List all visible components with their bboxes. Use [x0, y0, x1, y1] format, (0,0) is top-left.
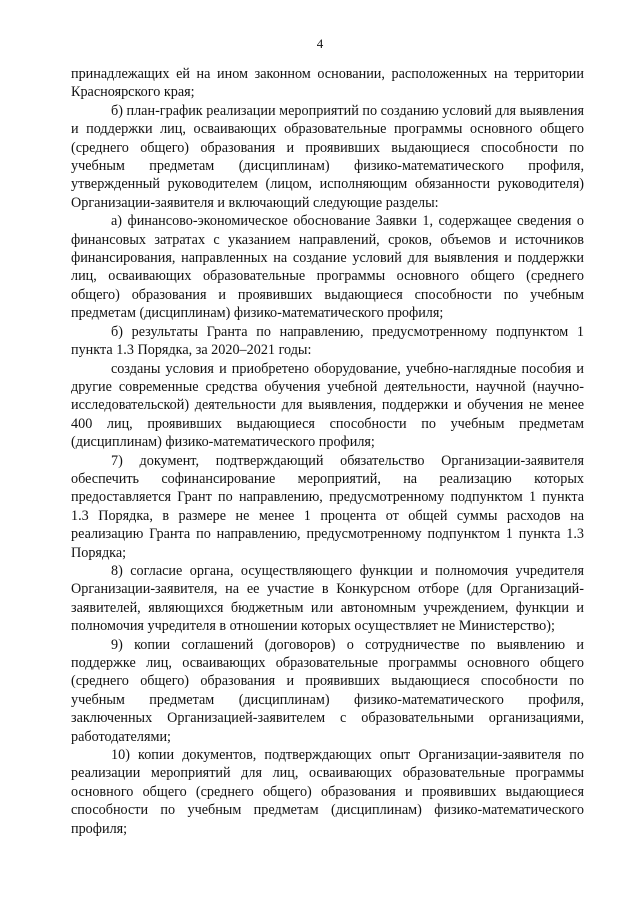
paragraph-8-founder-consent: 8) согласие органа, осуществляющего функции и полномочия учредителя Организации-заявителя, на ее участие в Конкурсном отборе (для Организаций-заявителей, являющихся бюджетным или автономным учреждением, функции и полномочия учредителя в отношении которых осуществляет не Министерство); [71, 562, 584, 635]
document-body [71, 65, 584, 838]
page-number: 4 [316, 36, 324, 51]
paragraph-7-cofinancing: 7) документ, подтверждающий обязательство Организации-заявителя обеспечить софинансирование мероприятий, на реализацию которых предоставляется Грант по направлению, предусмотренному подпунктом 1 пункта 1.3 Порядка, в размере не менее 1 процента от общей суммы расходов на реализацию Гранта по направлению, предусмотренному подпунктом 1 пункта 1.3 Порядка; [71, 452, 584, 561]
paragraph-b-grant-results: б) результаты Гранта по направлению, предусмотренному подпунктом 1 пункта 1.3 Порядка, за 2020–2021 годы: [71, 323, 584, 359]
paragraph-10-experience-documents: 10) копии документов, подтверждающих опыт Организации-заявителя по реализации мероприятий для лиц, осваивающих образовательные программы основного общего (среднего общего) образования и проявивших выдающиеся способности по учебным предметам (дисциплинам) физико-математического профиля; [71, 747, 584, 837]
paragraph-a-financial-justification: а) финансово-экономическое обоснование Заявки 1, содержащее сведения о финансовых затратах с указанием направлений, сроков, объемов и источников финансирования, направленных на создание условий для выявления и поддержки лиц, осваивающих образовательные программы основного общего (среднего общего) образования и проявивших выдающиеся способности по учебным предметам (дисциплинам) физико-математического профиля; [71, 213, 584, 322]
paragraph-9-cooperation-agreements: 9) копии соглашений (договоров) о сотрудничестве по выявлению и поддержке лиц, осваивающих образовательные программы основного общего (среднего общего) образования и проявивших выдающиеся способности по учебным предметам (дисциплинам) физико-математического профиля, заключенных Организацией-заявителем с образовательными организациями, работодателями; [71, 636, 584, 745]
paragraph-conditions-created: созданы условия и приобретено оборудование, учебно-наглядные пособия и другие современные средства обучения учебной деятельности, научной (научно-исследовательской) деятельности для выявления, поддержки и обучения не менее 400 лиц, проявивших выдающиеся способности по учебным предметам (дисциплинам) физико-математического профиля; [71, 360, 584, 451]
paragraph-territory: принадлежащих ей на ином законном основании, расположенных на территории Красноярского края; [71, 66, 584, 101]
paragraph-6-plan-schedule: б) план-график реализации мероприятий по созданию условий для выявления и поддержки лиц, осваивающих образовательные программы основного общего (среднего общего) образования и проявивших выдающиеся способности по учебным предметам (дисциплинам) физико-математического профиля, утвержденный руководителем (лицом, исполняющим обязанности руководителя) Организации-заявителя и включающий следующие разделы: [71, 102, 584, 211]
